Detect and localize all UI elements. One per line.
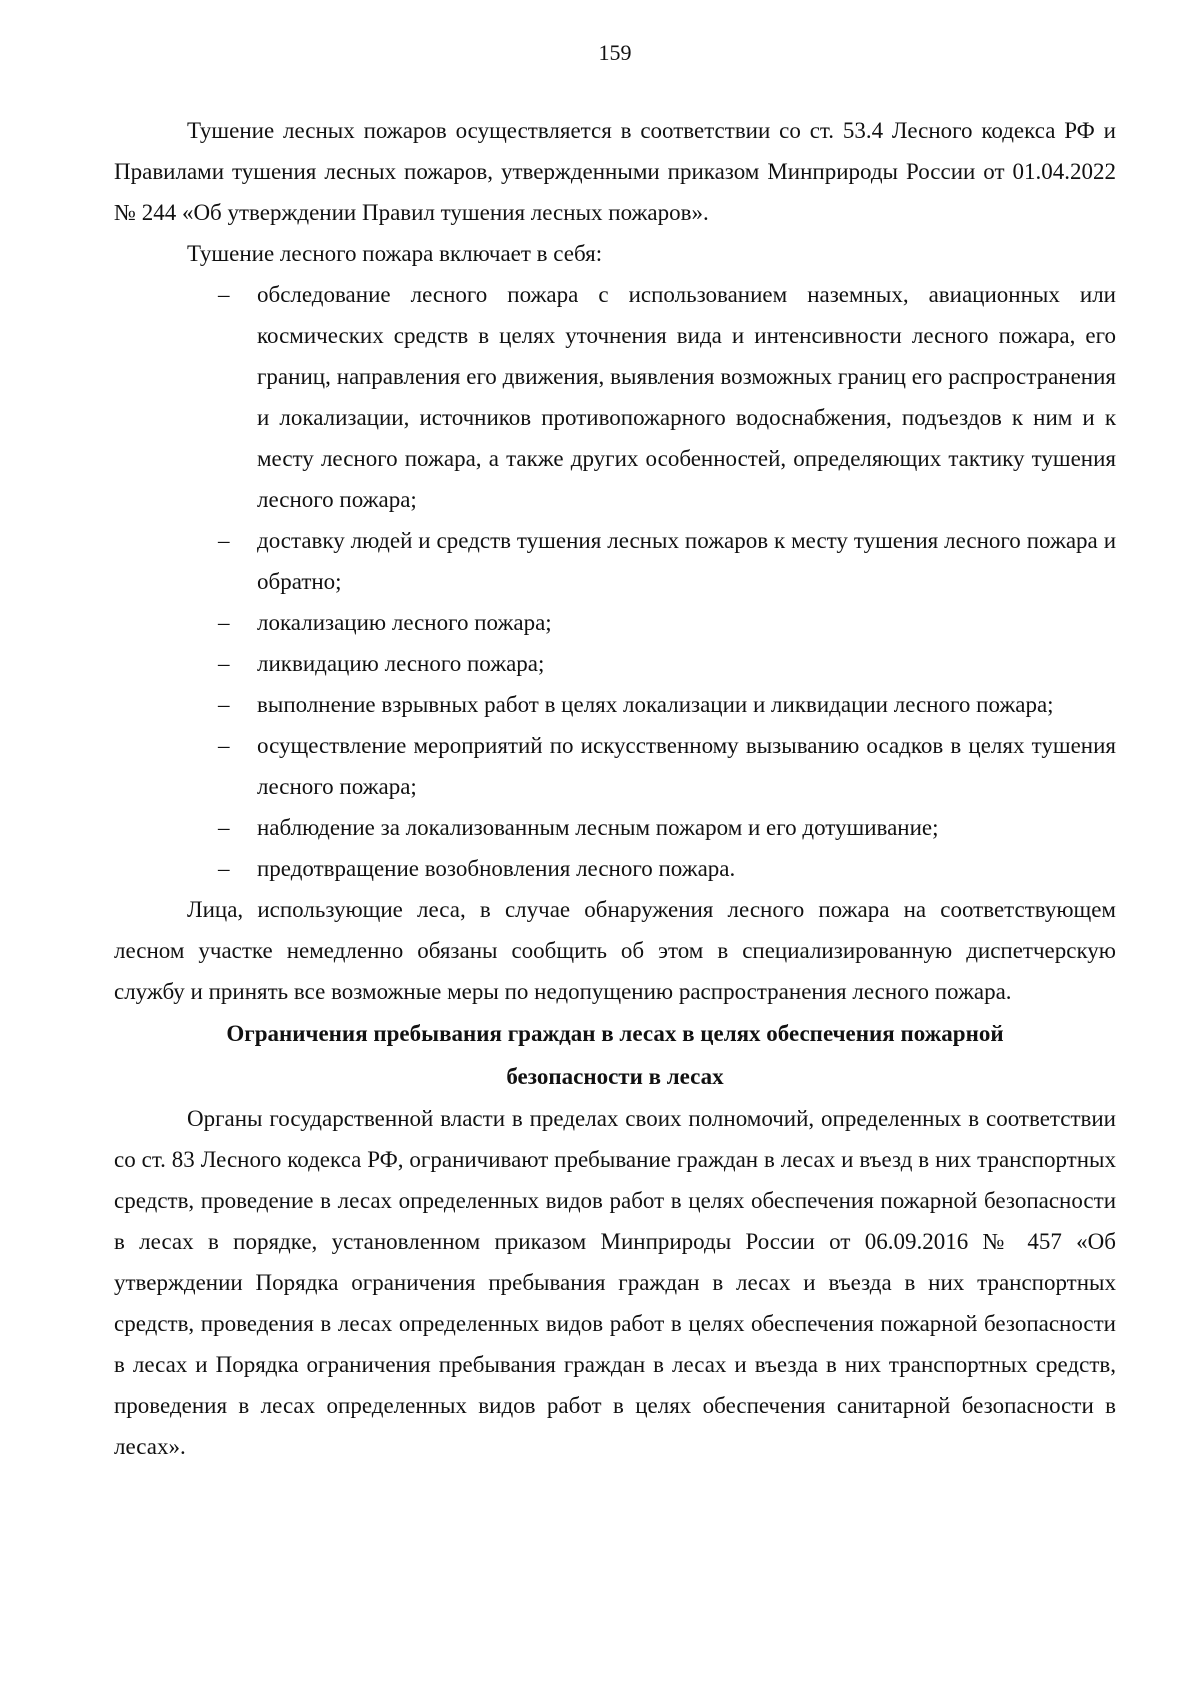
list-item <box>114 684 1116 725</box>
list-item-text: доставку людей и средств тушения лесных пожаров к месту тушения лесного пожара и обратно; <box>257 528 1116 594</box>
document-body <box>114 110 1116 1467</box>
list-item-text: локализацию лесного пожара; <box>257 610 552 635</box>
page-number: 159 <box>598 40 632 65</box>
list-item <box>114 520 1116 602</box>
section-body-paragraph: Органы государственной власти в пределах своих полномочий, определенных в соответствии со ст. 83 Лесного кодекса РФ, ограничивают пребывание граждан в лесах и въезд в них транспортных средств, проведение в лесах определенных видов работ в целях обеспечения пожарной безопасности в лесах в порядке, установленном приказом Минприроды России от 06.09.2016 № 457 «Об утверждении Порядка ограничения пребывания граждан в лесах и въезда в них транспортных средств, проведения в лесах определенных видов работ в целях обеспечения пожарной безопасности в лесах и Порядка ограничения пребывания граждан в лесах и въезда в них транспортных средств, проведения в лесах определенных видов работ в целях обеспечения санитарной безопасности в лесах». <box>114 1106 1116 1459</box>
list-item-text: обследование лесного пожара с использованием наземных, авиационных или космических средств в целях уточнения вида и интенсивности лесного пожара, его границ, направления его движения, выявления возможных границ его распространения и локализации, источников противопожарного водоснабжения, подъездов к ним и к месту лесного пожара, а также других особенностей, определяющих тактику тушения лесного пожара; <box>257 282 1116 512</box>
dash-marker: – <box>218 733 230 758</box>
list-item <box>114 274 1116 520</box>
dash-marker: – <box>218 528 230 553</box>
list-item <box>114 602 1116 643</box>
reporting-obligation-paragraph: Лица, использующие леса, в случае обнаружения лесного пожара на соответствующем лесном участке немедленно обязаны сообщить об этом в специализированную диспетчерскую службу и принять все возможные меры по недопущению распространения лесного пожара. <box>114 897 1116 1004</box>
dash-marker: – <box>218 610 230 635</box>
list-item-text: наблюдение за локализованным лесным пожаром и его дотушивание; <box>257 815 939 840</box>
dash-marker: – <box>218 692 230 717</box>
document-page <box>114 0 1116 1697</box>
section-heading: Ограничения пребывания граждан в лесах в целях обеспечения пожарной безопасности в лесах <box>226 1021 1004 1089</box>
list-item-text: предотвращение возобновления лесного пожара. <box>257 856 736 881</box>
list-item <box>114 848 1116 889</box>
firefighting-steps-list <box>114 274 1116 889</box>
list-lead-paragraph: Тушение лесного пожара включает в себя: <box>187 241 603 266</box>
list-item <box>114 807 1116 848</box>
list-item-text: осуществление мероприятий по искусственному вызыванию осадков в целях тушения лесного пожара; <box>257 733 1116 799</box>
dash-marker: – <box>218 282 230 307</box>
list-item-text: выполнение взрывных работ в целях локализации и ликвидации лесного пожара; <box>257 692 1054 717</box>
dash-marker: – <box>218 651 230 676</box>
list-item <box>114 643 1116 684</box>
list-item-text: ликвидацию лесного пожара; <box>257 651 545 676</box>
dash-marker: – <box>218 815 230 840</box>
dash-marker: – <box>218 856 230 881</box>
intro-paragraph: Тушение лесных пожаров осуществляется в соответствии со ст. 53.4 Лесного кодекса РФ и Правилами тушения лесных пожаров, утвержденными приказом Минприроды России от 01.04.2022 № 244 «Об утверждении Правил тушения лесных пожаров». <box>114 118 1116 225</box>
list-item <box>114 725 1116 807</box>
